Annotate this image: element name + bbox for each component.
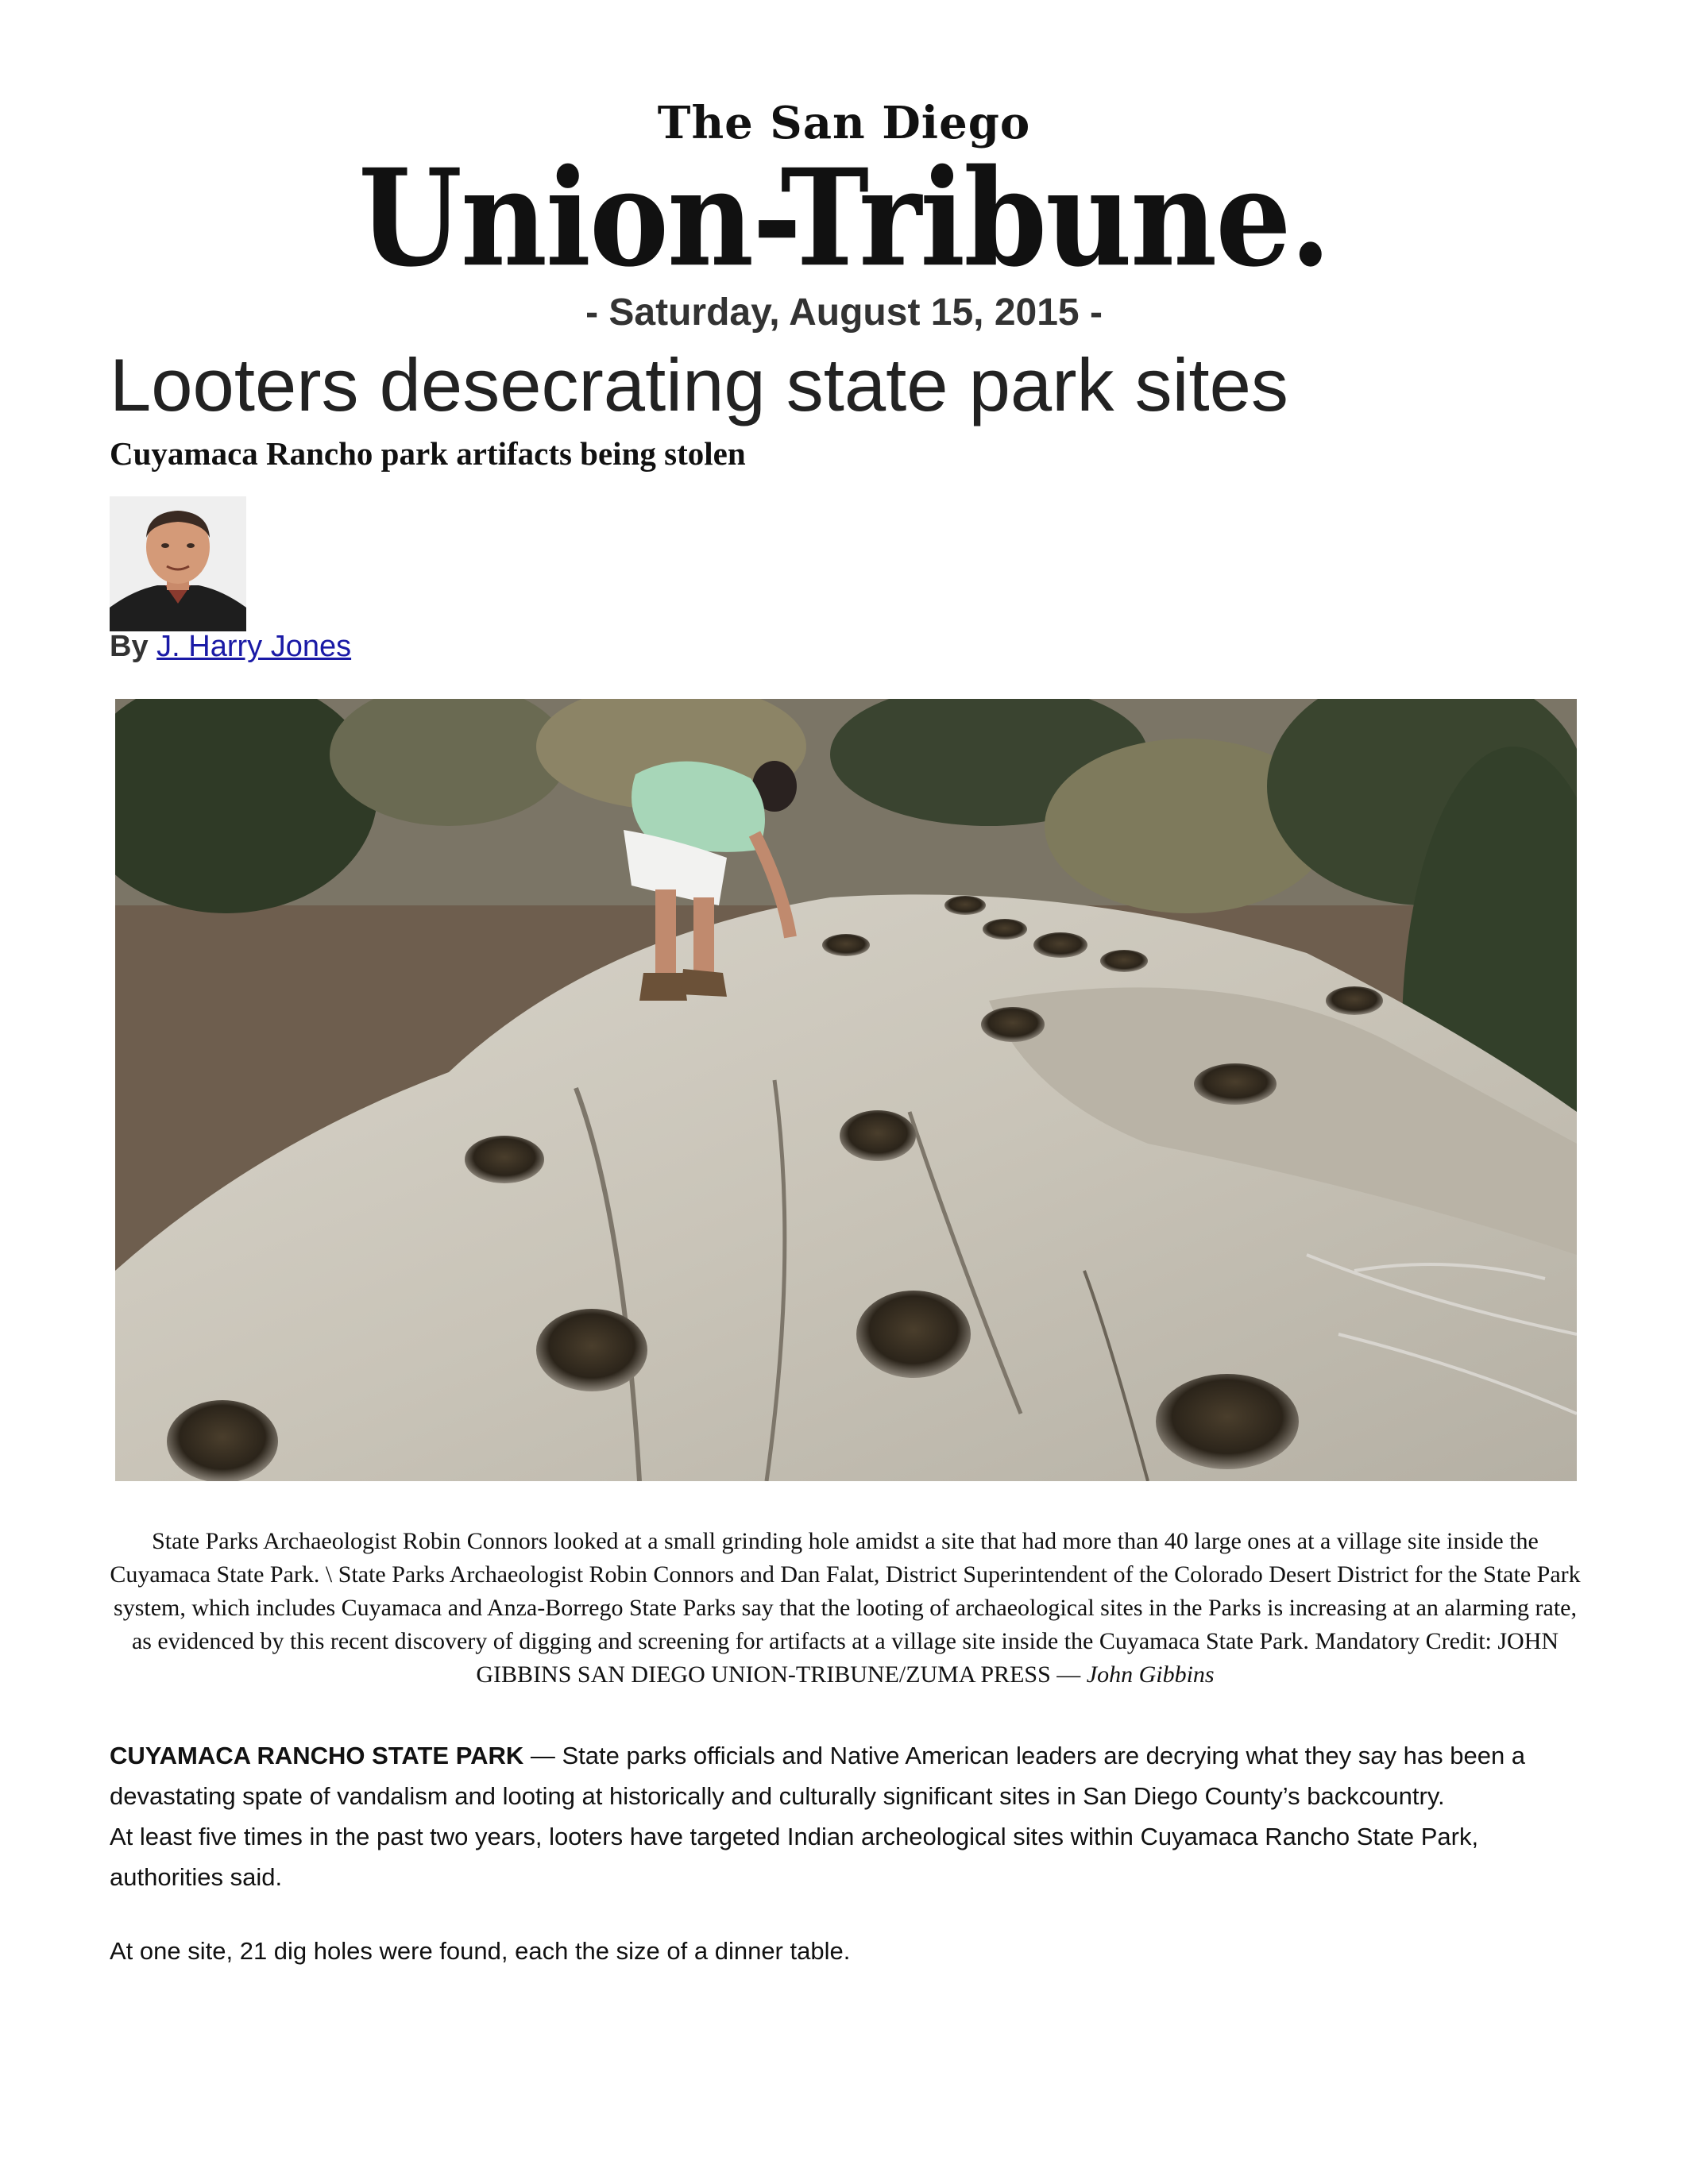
- article-headline: Looters desecrating state park sites: [110, 343, 1288, 426]
- paragraph-1-text: — State parks officials and Native American leaders are decrying what they say has been a devastating spate of vandalism and looting at historically and culturally significant sites in San Diego County’s backcountry.: [110, 1742, 1526, 1810]
- author-headshot-image: [110, 496, 246, 631]
- byline-prefix: By: [110, 630, 149, 663]
- photo-caption: [110, 1525, 1581, 1692]
- paragraph-3: At one site, 21 dig holes were found, each the size of a dinner table.: [110, 1937, 851, 1965]
- caption-photographer: John Gibbins: [1086, 1661, 1215, 1688]
- paragraph-spacer: [110, 1897, 1581, 1931]
- paragraph-1: [110, 1735, 1581, 1816]
- grinding-holes-photo: [115, 699, 1577, 1481]
- dateline: CUYAMACA RANCHO STATE PARK: [110, 1742, 524, 1769]
- masthead-title: Union-Tribune.: [358, 140, 1330, 297]
- byline: [110, 627, 351, 666]
- masthead-small-title: The San Diego: [657, 97, 1031, 149]
- caption-text: State Parks Archaeologist Robin Connors looked at a small grinding hole amidst a site that had more than 40 large ones at a village site inside the Cuyamaca State Park. \ State Parks Archaeologist Robin Connors and Dan Falat, District Superintendent of the Colorado Desert District for the State Park system, which includes Cuyamaca and Anza-Borrego State Parks say that the looting of archaeological sites in the Parks is increasing at an alarming rate, as evidenced by this recent discovery of digging and screening for artifacts at a village site inside the Cuyamaca State Park. Mandatory Credit: JOHN GIBBINS SAN DIEGO UNION-TRIBUNE/ZUMA PRESS —: [110, 1528, 1581, 1688]
- author-link[interactable]: J. Harry Jones: [156, 630, 352, 663]
- masthead: [0, 95, 1688, 335]
- article-body: [110, 1735, 1581, 1971]
- paragraph-2: At least five times in the past two years, looters have targeted Indian archeological sites within Cuyamaca Rancho State Park, authorities said.: [110, 1823, 1479, 1891]
- article-subhead: Cuyamaca Rancho park artifacts being stolen: [110, 435, 746, 472]
- publication-date: - Saturday, August 15, 2015 -: [585, 291, 1103, 334]
